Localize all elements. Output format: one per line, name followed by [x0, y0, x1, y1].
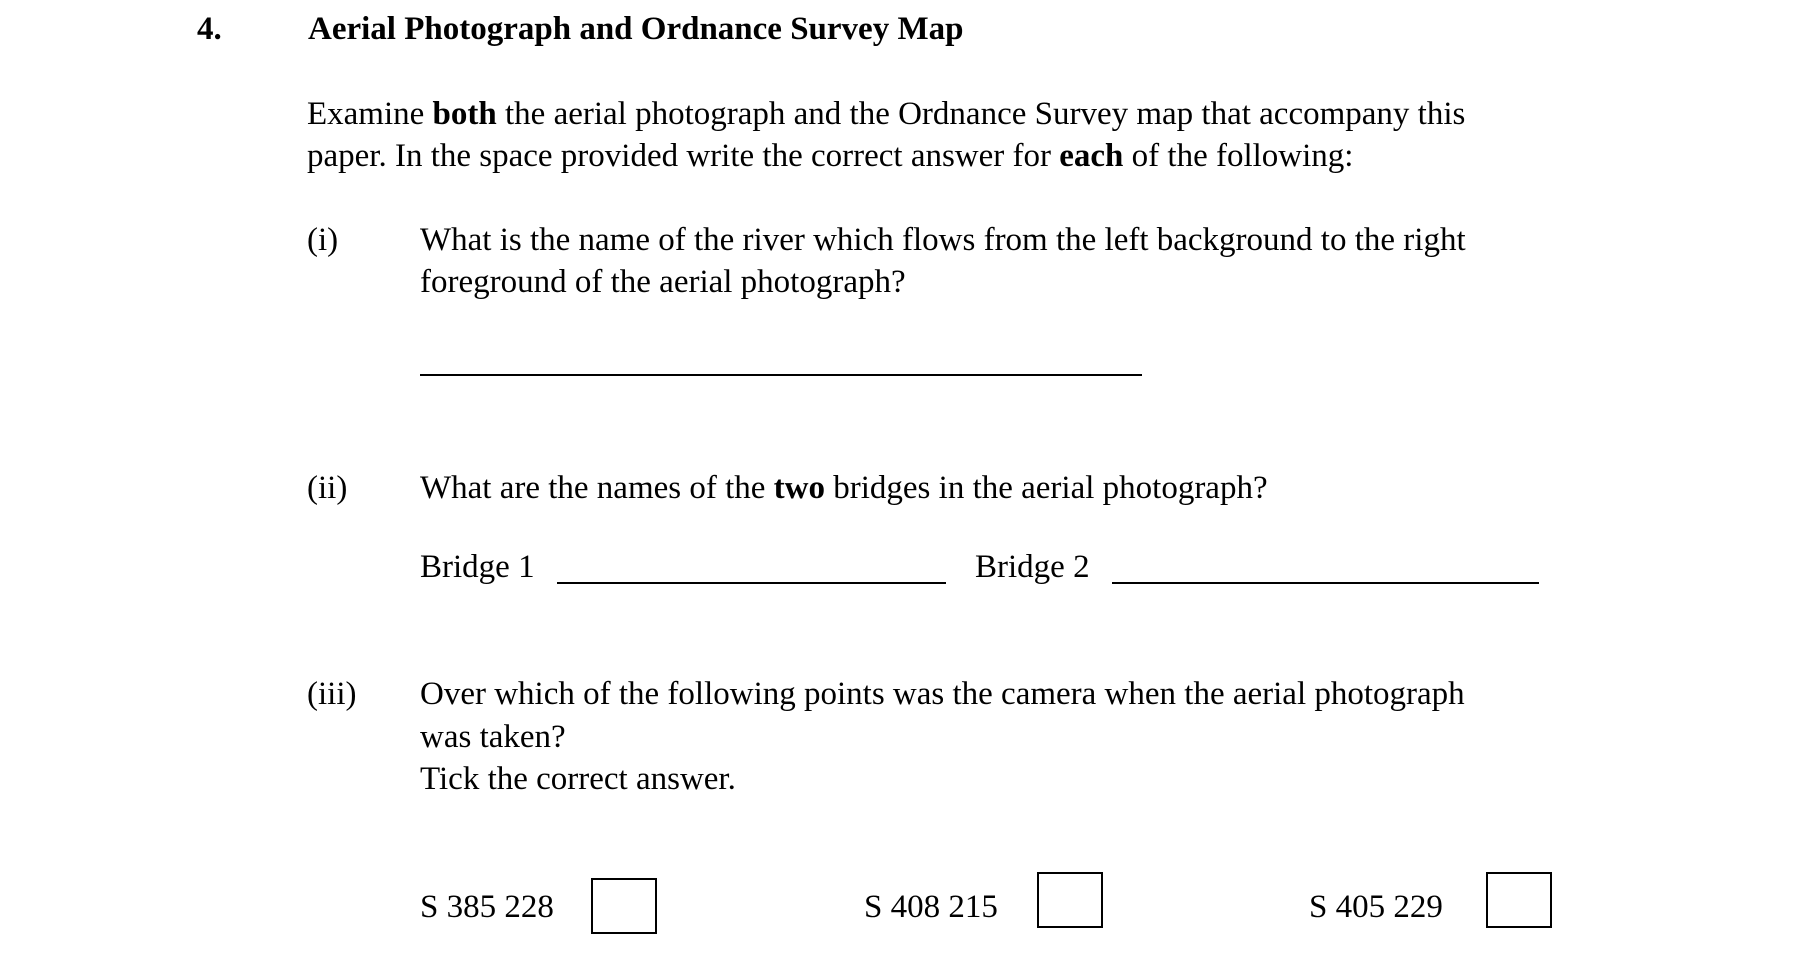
- intro-text: of the following:: [1123, 138, 1354, 174]
- option-checkbox-1[interactable]: [591, 878, 657, 934]
- question-text: bridges in the aerial photograph?: [825, 470, 1268, 506]
- question-title: Aerial Photograph and Ordnance Survey Map: [308, 11, 964, 47]
- question-bold: two: [773, 470, 825, 506]
- option-label-3: S 405 229: [1309, 889, 1443, 925]
- bridge-1-answer-line[interactable]: [557, 582, 946, 584]
- option-label-1: S 385 228: [420, 889, 554, 925]
- part-ii-label: (ii): [307, 470, 348, 506]
- intro-line-2: [307, 135, 1353, 177]
- intro-bold: both: [432, 96, 497, 132]
- bridge-2-answer-line[interactable]: [1112, 582, 1539, 584]
- option-label-2: S 408 215: [864, 889, 998, 925]
- part-iii-instruction: Tick the correct answer.: [420, 761, 736, 797]
- part-i-question-line-1: What is the name of the river which flows from the left background to the right: [420, 222, 1466, 258]
- part-ii-question: [420, 467, 1268, 509]
- intro-text: the aerial photograph and the Ordnance Survey map that accompany this: [496, 96, 1466, 132]
- part-i-question-line-2: foreground of the aerial photograph?: [420, 264, 906, 300]
- part-iii-label: (iii): [307, 676, 357, 712]
- option-checkbox-3[interactable]: [1486, 872, 1552, 928]
- part-iii-question-line-2: was taken?: [420, 719, 566, 755]
- bridge-2-label: Bridge 2: [975, 549, 1090, 585]
- river-answer-line[interactable]: [420, 374, 1142, 376]
- option-checkbox-2[interactable]: [1037, 872, 1103, 928]
- intro-bold: each: [1059, 138, 1124, 174]
- intro-text: Examine: [307, 96, 433, 132]
- question-number: 4.: [197, 11, 222, 47]
- intro-text: paper. In the space provided write the correct answer for: [307, 138, 1060, 174]
- intro-line-1: [307, 93, 1465, 135]
- question-text: What are the names of the: [420, 470, 774, 506]
- part-i-label: (i): [307, 222, 339, 258]
- bridge-1-label: Bridge 1: [420, 549, 535, 585]
- part-iii-question-line-1: Over which of the following points was the camera when the aerial photograph: [420, 676, 1465, 712]
